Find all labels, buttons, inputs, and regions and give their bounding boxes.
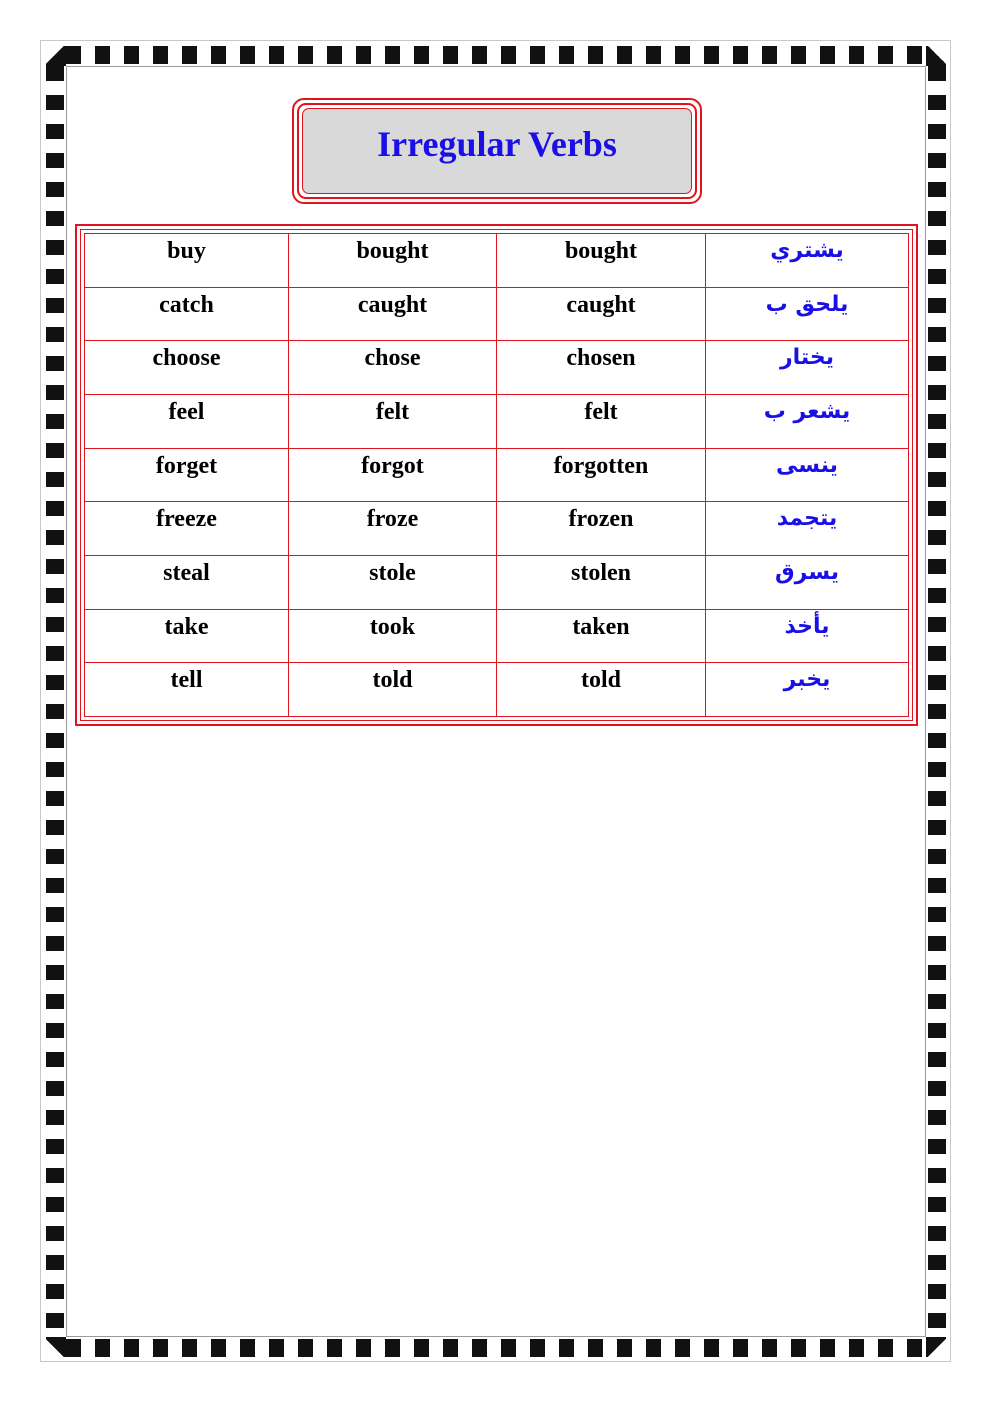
verb-past: bought [288,234,496,288]
verb-base: feel [85,394,289,448]
verb-base: catch [85,287,289,341]
verbs-table-frame-inner [80,229,913,721]
verb-arabic: يخبر [705,663,908,717]
verb-arabic: يلحق ب [705,287,908,341]
verb-past: stole [288,555,496,609]
verb-base: choose [85,341,289,395]
verb-past: felt [288,394,496,448]
verb-participle: stolen [496,555,705,609]
verb-arabic: ينسى [705,448,908,502]
border-right [928,66,946,1337]
verb-participle: chosen [496,341,705,395]
verb-past: told [288,663,496,717]
border-left [46,66,64,1337]
verb-participle: frozen [496,502,705,556]
verb-base: take [85,609,289,663]
verb-base: forget [85,448,289,502]
table-row [85,394,909,448]
verbs-table-frame [75,224,918,726]
table-row [85,341,909,395]
page-title: Irregular Verbs [377,124,617,164]
border-corner-top-right [926,46,946,66]
border-corner-bottom-left [46,1337,66,1357]
verb-past: froze [288,502,496,556]
table-row [85,609,909,663]
border-top [66,46,926,64]
verb-base: buy [85,234,289,288]
verb-arabic: يسرق [705,555,908,609]
verb-participle: bought [496,234,705,288]
verb-past: caught [288,287,496,341]
table-row [85,663,909,717]
border-bottom [66,1339,926,1357]
border-corner-bottom-right [926,1337,946,1357]
verb-past: took [288,609,496,663]
verb-base: tell [85,663,289,717]
table-row [85,287,909,341]
verb-past: forgot [288,448,496,502]
verbs-table-body [85,234,909,717]
verb-participle: felt [496,394,705,448]
table-row [85,555,909,609]
verb-participle: told [496,663,705,717]
verb-participle: taken [496,609,705,663]
title-box [292,98,702,204]
table-row [85,234,909,288]
verb-participle: forgotten [496,448,705,502]
title-box-mid [297,103,697,199]
table-row [85,448,909,502]
verb-arabic: يشتري [705,234,908,288]
verb-arabic: يتجمد [705,502,908,556]
table-row [85,502,909,556]
verb-past: chose [288,341,496,395]
verb-participle: caught [496,287,705,341]
title-box-inner [302,108,692,194]
verb-base: freeze [85,502,289,556]
verb-arabic: يأخذ [705,609,908,663]
verbs-table [84,233,909,717]
verb-arabic: يختار [705,341,908,395]
verb-arabic: يشعر ب [705,394,908,448]
border-corner-top-left [46,46,66,66]
verb-base: steal [85,555,289,609]
